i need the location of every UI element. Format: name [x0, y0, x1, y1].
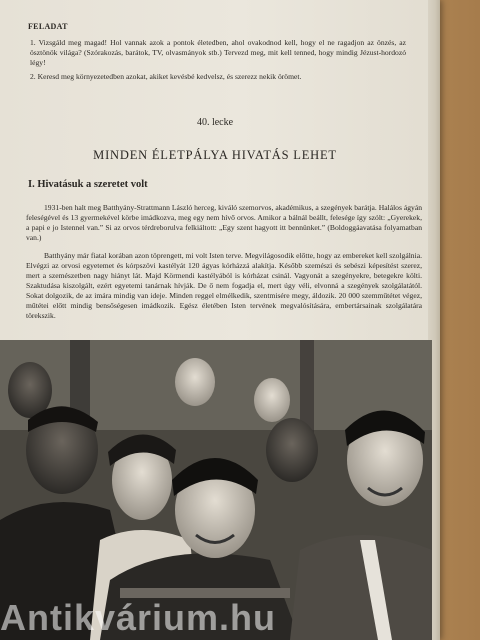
lesson-title: MINDEN ÉLETPÁLYA HIVATÁS LEHET	[93, 148, 337, 162]
lesson-number: 40. lecke	[196, 117, 234, 128]
group-photo	[0, 340, 432, 640]
photo-illustration	[0, 340, 432, 640]
watermark: Antikvárium.hu	[0, 597, 277, 638]
paragraph-1: 1931-ben halt meg Batthyány-Strattmann László herceg, kiváló szemorvos, akadémikus, a szegények barátja. Halálos ágyán feleségével és 13 gyermekével körbe imádkozva, meg egy nem hívő orvos. Amikor a bálnál beállt, felesége így szólt: „Gyerekek, a papi e jo Istennel van.” Si az orvos térdreborulva felkiáltott: „Egy szent hagyott itt bennünket.” (Boldoggáavatása folyamatban van.)	[26, 203, 422, 242]
feladat-heading: FELADAT	[28, 22, 68, 31]
paragraph-2: Batthyány már fiatal korában azon töprengett, mi volt Isten terve. Megvilágosodik előtte, hogy az embereket kell szolgálnia. Elvégzi az orvosi egyetemet és kórpszövi kastélyát 120 ágyas kórházzá alakítja. Később szemészi és sebészi képesítést szerez, mert a szemészetben nagy hiányt lát. Majd Körmendi kastélyából is kórházat csinál. Vagyonát a szegényekre, betegekre költi. Szaktudása kiszolgált, ezért egyetemi tanárnak hívják. De ő nem fogadja el, mert úgy véli, elvonná a szegények szolgálatától. Sokat dolgozik, de az imára mindig van ideje. Minden reggel elmélkedik, szentmisére megy, áldozik. 20 000 szemműtétet végez, műtétei előtt mindig bensőségesen imádkozik. Egész életében Isten tervének megvalósítására, embertársainak szolgálatára törekszik.	[26, 251, 422, 320]
task-2: 2. Keresd meg környezetedben azokat, akiket kevésbé kedvelsz, és szerezz nekik örömet.	[30, 72, 302, 81]
task-1: 1. Vizsgáld meg magad! Hol vannak azok a pontok életedben, ahol ovakodnod kell, hogy el ne ragadjon az önzés, az ösztönök világa? (Szórakozás, barátok, TV, olvasmányok stb.) Tervezd meg, mit kell tenned, hogy mindig Jézust-hordozó légy!	[30, 38, 406, 67]
section-title: I. Hivatásuk a szeretet volt	[28, 179, 148, 190]
